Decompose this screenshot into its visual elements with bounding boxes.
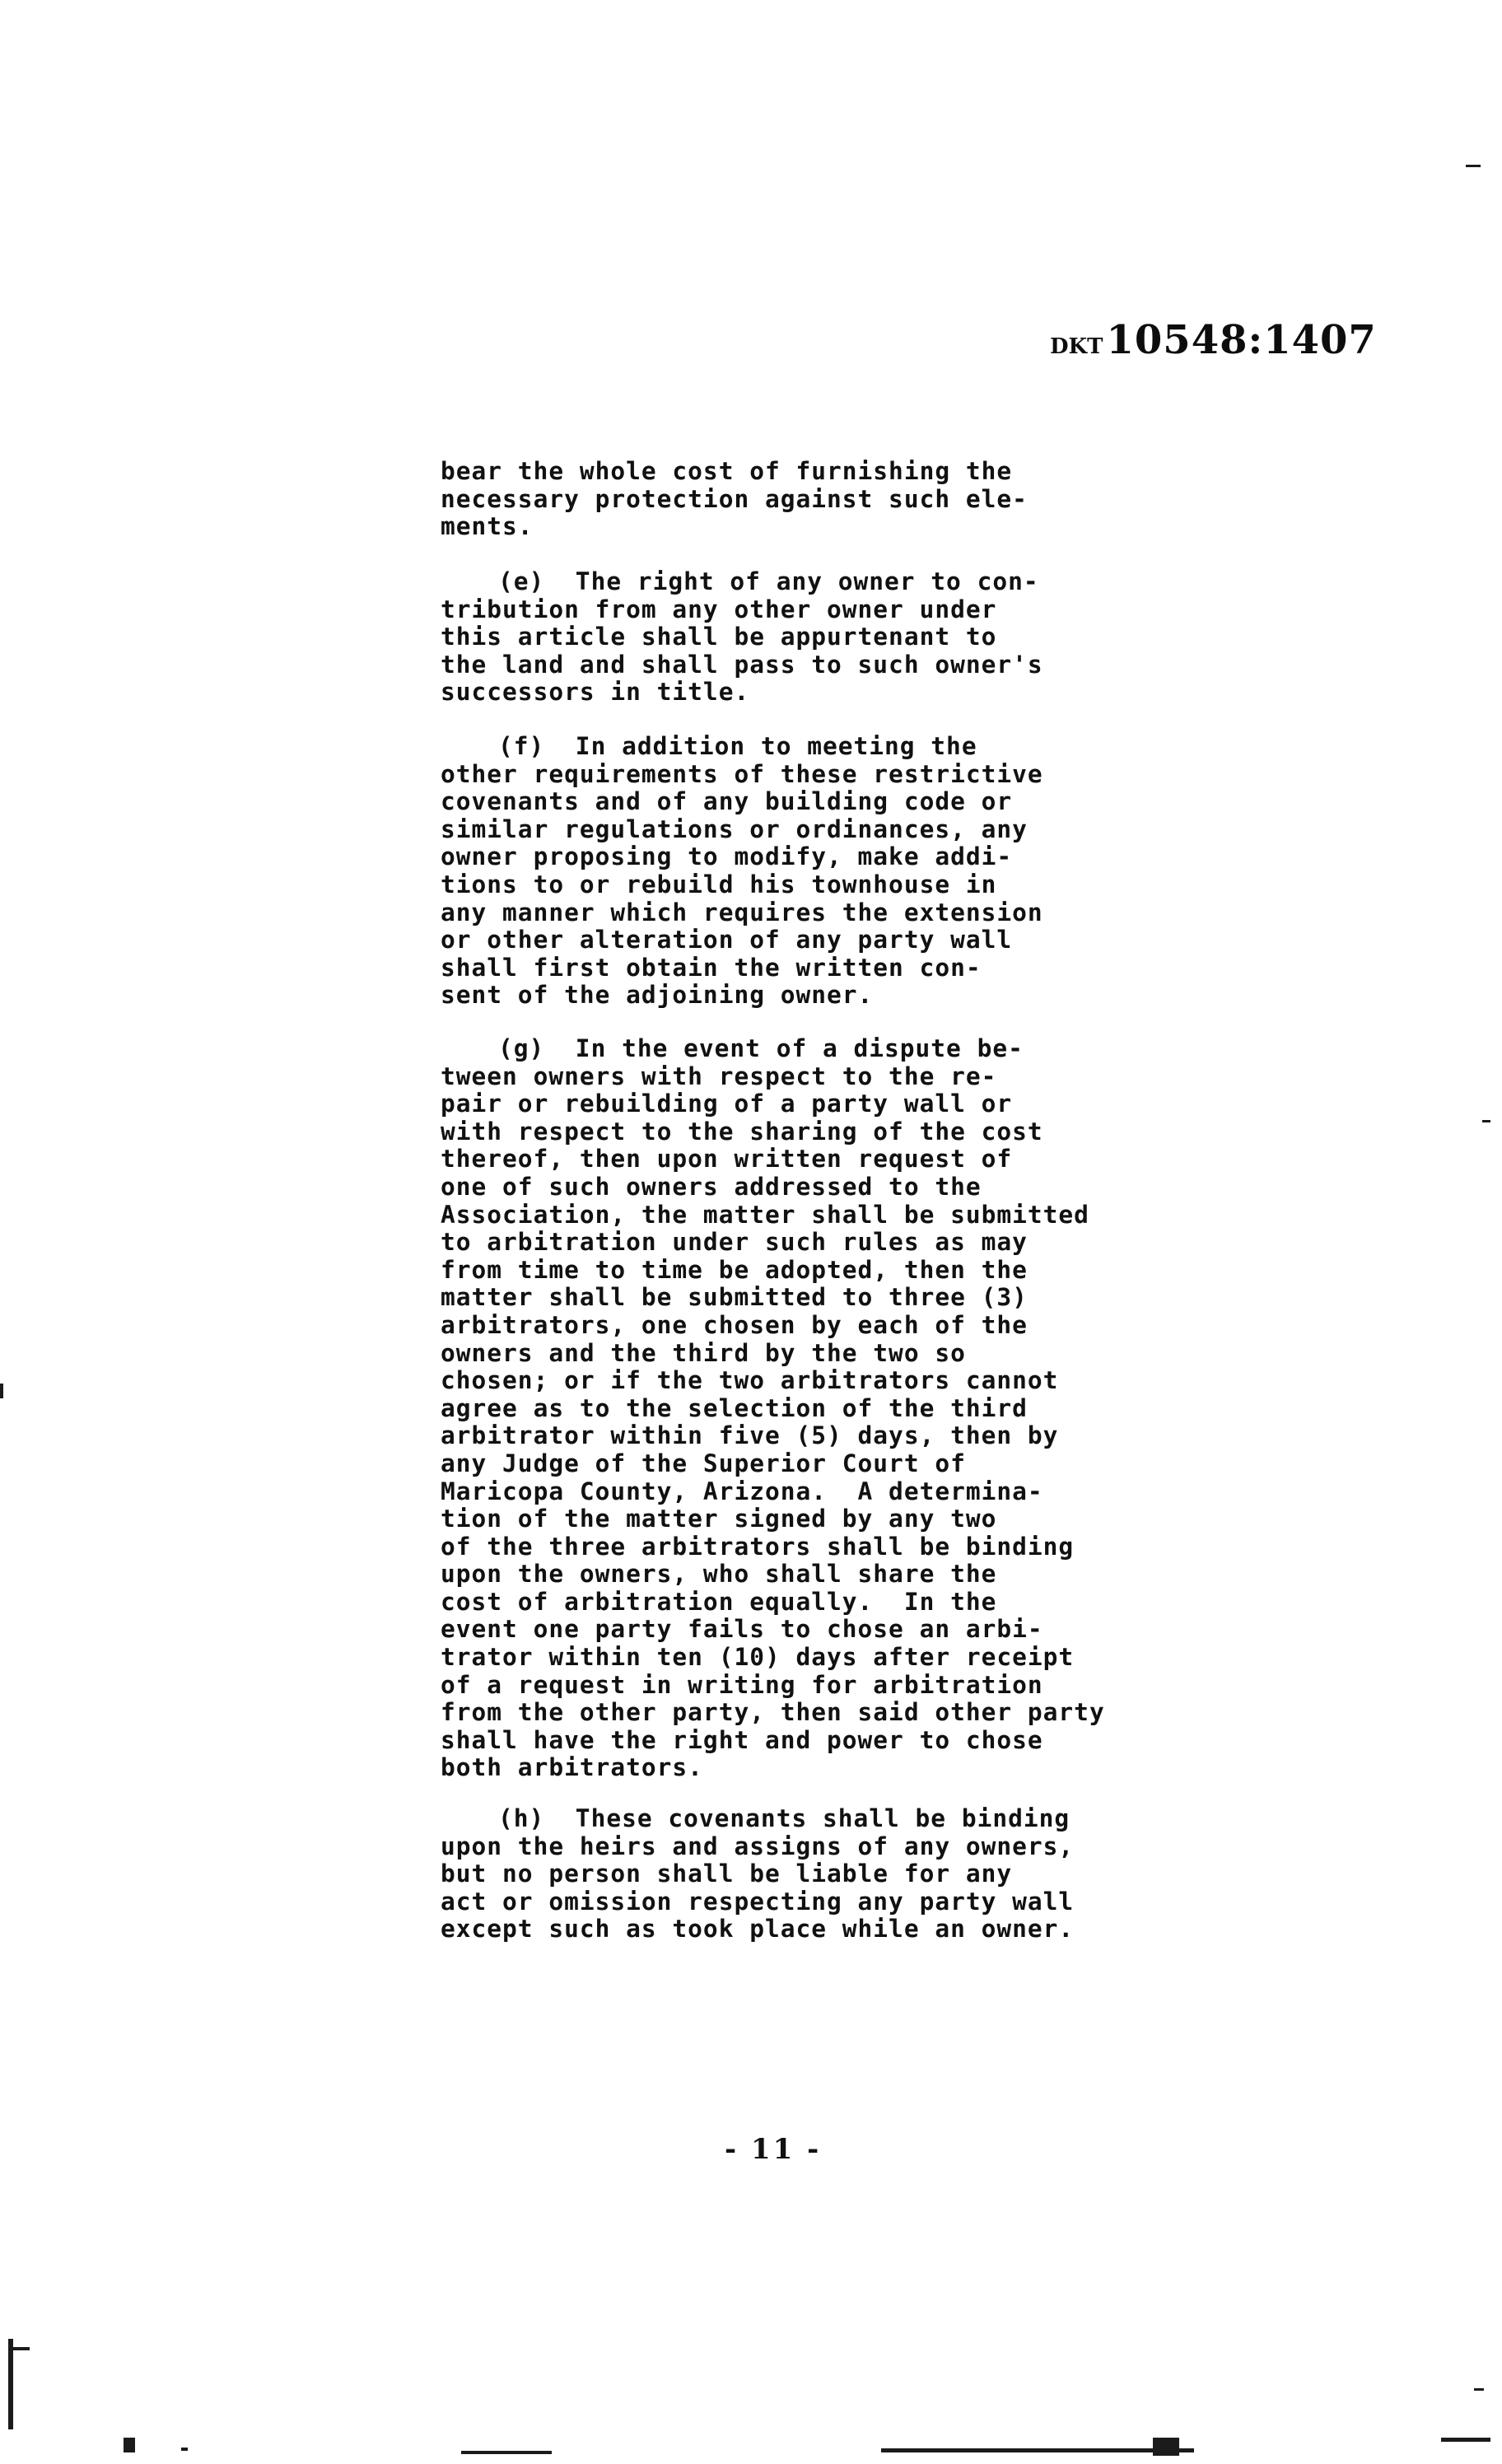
text-line: Maricopa County, Arizona. A determina- bbox=[441, 1477, 1043, 1505]
text-line: bear the whole cost of furnishing the bbox=[441, 457, 1013, 485]
text-line: or other alteration of any party wall bbox=[441, 926, 1013, 954]
scan-artifact bbox=[124, 2438, 135, 2452]
text-line: upon the heirs and assigns of any owners, bbox=[441, 1832, 1075, 1860]
text-line: tion of the matter signed by any two bbox=[441, 1505, 997, 1533]
text-line: tribution from any other owner under bbox=[441, 595, 997, 623]
text-line: pair or rebuilding of a party wall or bbox=[441, 1090, 1013, 1118]
text-line: from the other party, then said other party bbox=[441, 1698, 1105, 1727]
scan-artifact bbox=[8, 2339, 13, 2429]
text-line: (h) These covenants shall be binding bbox=[498, 1804, 1071, 1832]
text-line: chosen; or if the two arbitrators cannot bbox=[441, 1366, 1059, 1395]
text-line: necessary protection against such ele- bbox=[441, 484, 1028, 513]
text-line: shall have the right and power to chose bbox=[441, 1725, 1043, 1754]
text-line: agree as to the selection of the third bbox=[441, 1393, 1028, 1422]
scan-artifact bbox=[1474, 2388, 1484, 2391]
recording-number: DKT10548:1407 bbox=[1050, 317, 1377, 363]
text-line: except such as took place while an owner. bbox=[441, 1915, 1075, 1944]
text-line: shall first obtain the written con- bbox=[441, 953, 982, 982]
text-line: event one party fails to chose an arbi- bbox=[441, 1615, 1043, 1644]
text-line: but no person shall be liable for any bbox=[441, 1860, 1013, 1888]
text-line: (f) In addition to meeting the bbox=[498, 732, 977, 760]
text-line: of the three arbitrators shall be binding bbox=[441, 1532, 1075, 1561]
text-line: this article shall be appurtenant to bbox=[441, 623, 997, 651]
text-line: ments. bbox=[441, 512, 534, 541]
text-line: owners and the third by the two so bbox=[441, 1338, 966, 1367]
text-line: similar regulations or ordinances, any bbox=[441, 814, 1028, 843]
text-line: to arbitration under such rules as may bbox=[441, 1228, 1028, 1257]
scan-artifact bbox=[461, 2451, 552, 2454]
text-line: thereof, then upon written request of bbox=[441, 1145, 1013, 1174]
scan-artifact bbox=[1153, 2438, 1179, 2456]
scan-artifact bbox=[881, 2448, 1194, 2452]
text-line: other requirements of these restrictive bbox=[441, 759, 1043, 788]
paragraph-f bbox=[441, 733, 1264, 1010]
paragraph-h bbox=[441, 1805, 1264, 1944]
text-line: matter shall be submitted to three (3) bbox=[441, 1283, 1028, 1312]
text-line: successors in title. bbox=[441, 678, 750, 707]
text-line: covenants and of any building code or bbox=[441, 787, 1013, 816]
scan-artifact bbox=[1482, 1120, 1490, 1122]
paragraph-g bbox=[441, 1035, 1264, 1782]
text-line: with respect to the sharing of the cost bbox=[441, 1117, 1043, 1146]
recording-docket-number: 10548 bbox=[1106, 317, 1248, 363]
text-line: arbitrator within five (5) days, then by bbox=[441, 1421, 1059, 1450]
recording-page-number: 1407 bbox=[1263, 317, 1377, 363]
text-line: from time to time be adopted, then the bbox=[441, 1255, 1028, 1284]
scan-artifact bbox=[1466, 165, 1481, 167]
text-line: cost of arbitration equally. In the bbox=[441, 1587, 997, 1616]
page-number: - 11 - bbox=[725, 2133, 822, 2166]
text-line: the land and shall pass to such owner's bbox=[441, 650, 1043, 679]
text-line: arbitrators, one chosen by each of the bbox=[441, 1310, 1028, 1339]
text-line: owner proposing to modify, make addi- bbox=[441, 842, 1013, 871]
text-line: tween owners with respect to the re- bbox=[441, 1062, 997, 1090]
text-line: of a request in writing for arbitration bbox=[441, 1670, 1043, 1699]
text-line: sent of the adjoining owner. bbox=[441, 981, 874, 1010]
text-line: both arbitrators. bbox=[441, 1753, 703, 1782]
scan-artifact bbox=[181, 2448, 188, 2451]
scan-artifact bbox=[12, 2347, 30, 2350]
text-line: trator within ten (10) days after receipt bbox=[441, 1643, 1075, 1672]
text-line: any Judge of the Superior Court of bbox=[441, 1449, 966, 1477]
paragraph-continuation bbox=[441, 458, 1264, 541]
text-line: one of such owners addressed to the bbox=[441, 1172, 982, 1201]
text-line: (g) In the event of a dispute be- bbox=[498, 1034, 1024, 1062]
text-line: (e) The right of any owner to con- bbox=[498, 567, 1039, 595]
text-line: any manner which requires the extension bbox=[441, 898, 1043, 926]
recording-number-prefix: DKT bbox=[1050, 334, 1103, 359]
scan-artifact bbox=[1441, 2438, 1490, 2442]
text-line: tions to or rebuild his townhouse in bbox=[441, 870, 997, 898]
scan-artifact bbox=[0, 1384, 3, 1398]
paragraph-e bbox=[441, 568, 1264, 707]
text-line: upon the owners, who shall share the bbox=[441, 1560, 997, 1589]
text-line: Association, the matter shall be submitted bbox=[441, 1200, 1089, 1229]
text-line: act or omission respecting any party wall bbox=[441, 1887, 1075, 1916]
